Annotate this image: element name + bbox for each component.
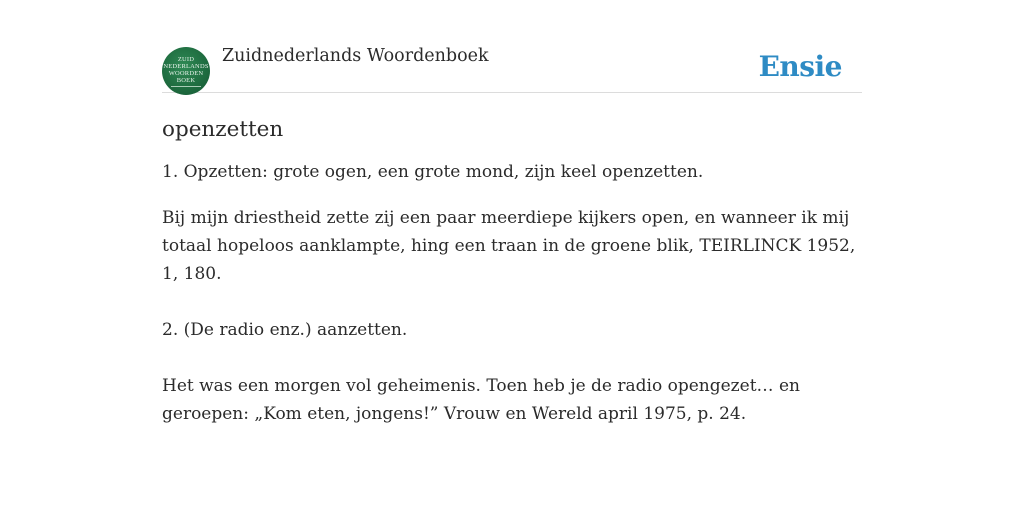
logo-line-3: WOORDEN <box>168 69 204 77</box>
definition-1: 1. Opzetten: grote ogen, een grote mond, zijn keel openzetten. <box>162 162 704 182</box>
logo-line-4: BOEK <box>176 76 196 84</box>
logo-rule <box>171 86 201 87</box>
example-2: Het was een morgen vol geheimenis. Toen heb je de radio opengezet… en geroepen: „Kom eten, jongens!” Vrouw en Wereld april 1975, p. 24. <box>162 376 800 424</box>
logo-line-2: NEDERLANDS <box>163 62 209 70</box>
dictionary-card <box>162 44 862 428</box>
example-1: Bij mijn driestheid zette zij een paar meerdiepe kijkers open, en wanneer ik mij totaal hopeloos aanklampte, hing een traan in de groene blik, TEIRLINCK 1952, 1, 180. <box>162 208 856 284</box>
dictionary-title-link[interactable]: Zuidnederlands Woordenboek <box>222 46 489 66</box>
card-header <box>162 44 862 93</box>
ensie-logo-link[interactable]: Ensie <box>758 50 842 83</box>
logo-line-1: ZUID <box>177 55 195 63</box>
entry-headword: openzetten <box>162 117 284 142</box>
dictionary-logo[interactable] <box>162 47 210 95</box>
definition-2: 2. (De radio enz.) aanzetten. <box>162 320 408 340</box>
